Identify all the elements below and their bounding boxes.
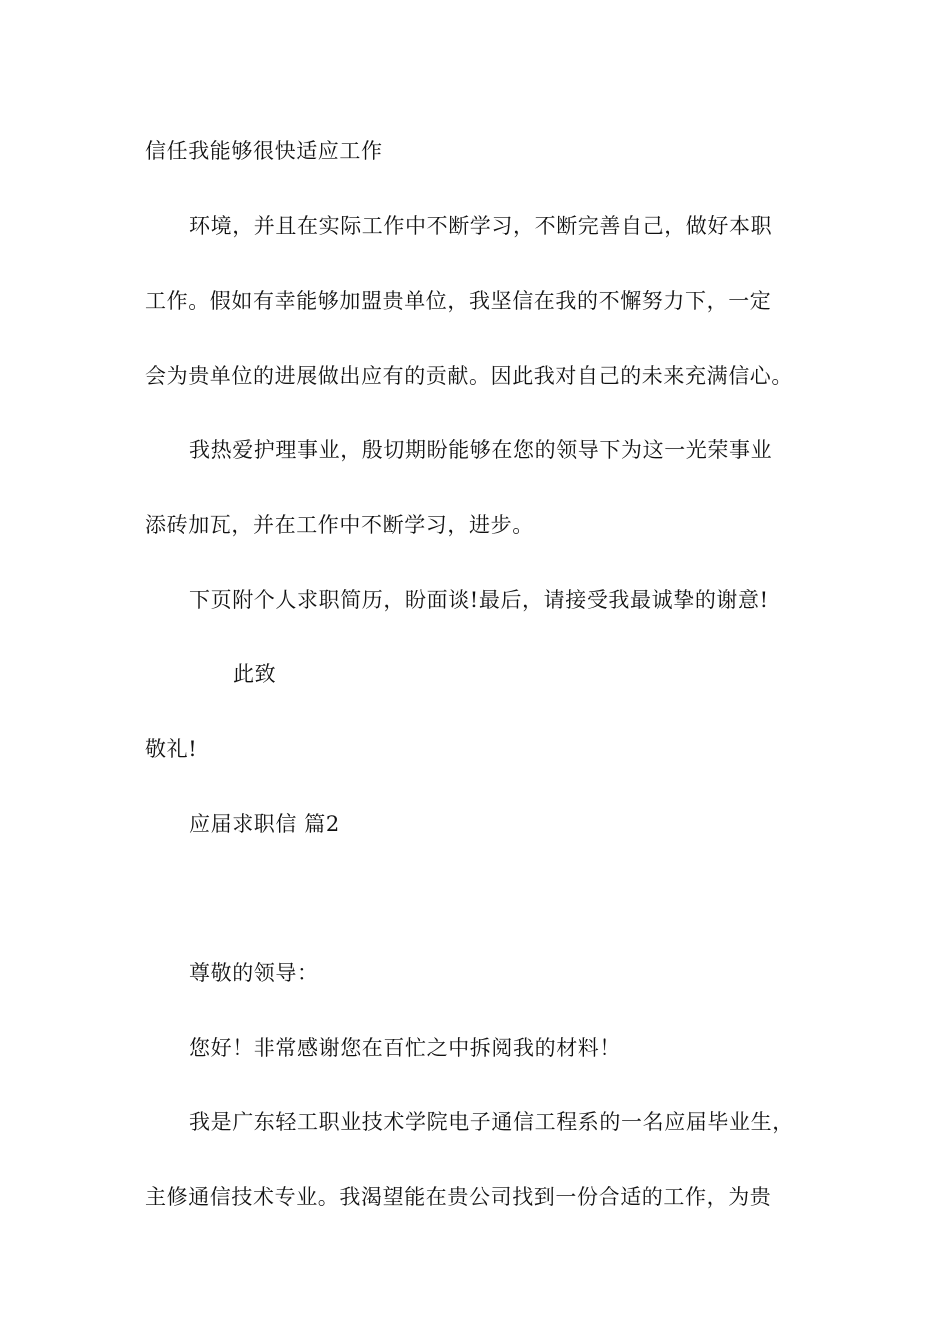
closing-regards: 敬礼! [145,737,198,761]
section-heading: 应届求职信 篇2 [189,812,340,836]
text-line-6: 添砖加瓦，并在工作中不断学习，进步。 [145,513,534,537]
closing-salutation: 此致 [233,662,277,686]
text-line-12: 您好！非常感谢您在百忙之中拆阅我的材料！ [189,1036,621,1060]
text-line-14: 主修通信技术专业。我渴望能在贵公司找到一份合适的工作，为贵 [145,1185,772,1209]
text-line-4: 会为贵单位的进展做出应有的贡献。因此我对自己的未来充满信心。 [145,364,793,388]
text-line-13: 我是广东轻工职业技术学院电子通信工程系的一名应届毕业生， [189,1110,794,1134]
text-line-1: 信任我能够很快适应工作 [145,139,383,163]
text-line-3: 工作。假如有幸能够加盟贵单位，我坚信在我的不懈努力下，一定 [145,289,772,313]
text-line-5: 我热爱护理事业，殷切期盼能够在您的领导下为这一光荣事业 [189,438,773,462]
greeting: 尊敬的领导： [189,961,319,985]
text-line-2: 环境，并且在实际工作中不断学习，不断完善自己，做好本职 [189,214,773,238]
text-line-7: 下页附个人求职简历，盼面谈!最后，请接受我最诚挚的谢意! [189,588,769,612]
